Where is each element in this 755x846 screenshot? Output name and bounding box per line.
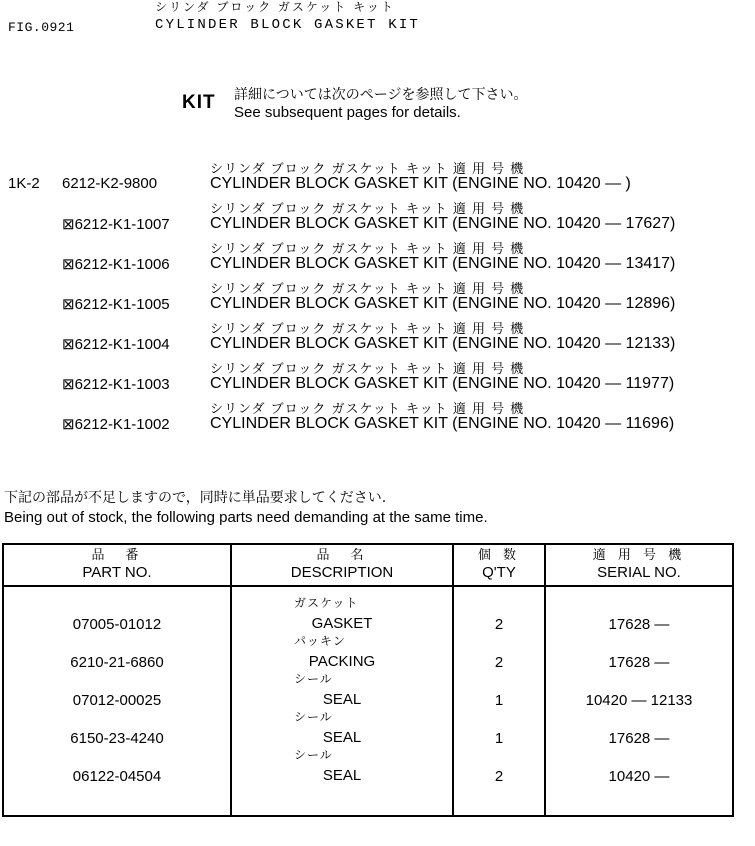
cell-description-en: SEAL (322, 729, 362, 746)
kit-name-japanese: シリンダ ブロック ガスケット キット 適 用 号 機 (210, 162, 525, 177)
cell-qty: 2 (453, 757, 545, 795)
cell-qty: 1 (453, 719, 545, 757)
kit-name-english: CYLINDER BLOCK GASKET KIT (ENGINE NO. 10420 — 11696) (210, 415, 675, 432)
tail-cell (231, 795, 453, 816)
kit-name-japanese: シリンダ ブロック ガスケット キット 適 用 号 機 (210, 242, 525, 257)
parts-table (2, 543, 734, 817)
cell-part-no: 07012-00025 (3, 681, 231, 719)
kit-part-number: ⊠6212-K1-1007 (62, 216, 170, 233)
stock-note-japanese: 下記の部品が不足しますので，同時に単品要求してください. (4, 490, 387, 506)
kit-part-number: ⊠6212-K1-1004 (62, 336, 170, 353)
kit-name-japanese: シリンダ ブロック ガスケット キット 適 用 号 機 (210, 322, 525, 337)
column-header-description-en: DESCRIPTION (290, 563, 394, 581)
cell-description-en: PACKING (308, 653, 376, 670)
cell-description-en: GASKET (311, 615, 373, 632)
spacer-cell (545, 586, 733, 605)
figure-number: FIG.0921 (8, 20, 75, 35)
kit-list-item (0, 198, 755, 238)
table-header-row (3, 544, 733, 586)
kit-name-english: CYLINDER BLOCK GASKET KIT (ENGINE NO. 10420 — 12133) (210, 335, 676, 352)
column-header-qty-en: Q'TY (482, 563, 516, 581)
tail-cell (545, 795, 733, 816)
cell-description-jp: シール (294, 748, 333, 762)
table-row (3, 605, 733, 643)
header-title-japanese: シリンダ ブロック ガスケット キット (155, 0, 395, 14)
spacer-cell (453, 586, 545, 605)
cell-part-no: 6210-21-6860 (3, 643, 231, 681)
cell-description-en: SEAL (322, 691, 362, 708)
stock-note-english: Being out of stock, the following parts need demanding at the same time. (4, 509, 488, 526)
cell-qty: 2 (453, 643, 545, 681)
column-header-qty-jp: 個 数 (477, 547, 521, 563)
kit-name-japanese: シリンダ ブロック ガスケット キット 適 用 号 機 (210, 282, 525, 297)
cell-description-en: SEAL (322, 767, 362, 784)
cell-description (231, 748, 453, 795)
column-header-serial-no (545, 544, 733, 586)
kit-list-item (0, 158, 755, 198)
kit-name-japanese: シリンダ ブロック ガスケット キット 適 用 号 機 (210, 402, 525, 417)
column-header-part-no-jp: 品 番 (91, 547, 143, 563)
table-row (3, 719, 733, 757)
kit-name-japanese: シリンダ ブロック ガスケット キット 適 用 号 機 (210, 362, 525, 377)
kit-list-item (0, 318, 755, 358)
kit-list (0, 158, 755, 438)
kit-name-english: CYLINDER BLOCK GASKET KIT (ENGINE NO. 10420 — 17627) (210, 215, 676, 232)
kit-name-english: CYLINDER BLOCK GASKET KIT (ENGINE NO. 10420 — 13417) (210, 255, 676, 272)
column-header-part-no-en: PART NO. (82, 563, 152, 581)
column-header-serial-no-en: SERIAL NO. (597, 563, 681, 581)
cell-serial-no: 10420 — (545, 757, 733, 795)
tail-cell (3, 795, 231, 816)
cell-description-jp: ガスケット (294, 596, 359, 610)
kit-label: KIT (182, 92, 216, 113)
spacer-cell (3, 586, 231, 605)
cell-part-no: 07005-01012 (3, 605, 231, 643)
kit-part-number: ⊠6212-K1-1002 (62, 416, 170, 433)
column-header-description (231, 544, 453, 586)
column-header-description-jp: 品 名 (316, 547, 368, 563)
kit-name-english: CYLINDER BLOCK GASKET KIT (ENGINE NO. 10420 — 11977) (210, 375, 675, 392)
cell-description (231, 710, 453, 757)
kit-part-number: ⊠6212-K1-1003 (62, 376, 170, 393)
table-row (3, 643, 733, 681)
cell-serial-no: 17628 — (545, 605, 733, 643)
cell-serial-no: 17628 — (545, 643, 733, 681)
kit-name-english: CYLINDER BLOCK GASKET KIT (ENGINE NO. 10420 — 12896) (210, 295, 676, 312)
table-spacer-row (3, 586, 733, 605)
kit-part-number: ⊠6212-K1-1005 (62, 296, 170, 313)
cell-part-no: 6150-23-4240 (3, 719, 231, 757)
kit-name-english: CYLINDER BLOCK GASKET KIT (ENGINE NO. 10420 — ) (210, 175, 631, 192)
kit-list-item (0, 238, 755, 278)
kit-note-japanese: 詳細については次のページを参照して下さい。 (234, 87, 528, 103)
table-tail-row (3, 795, 733, 816)
cell-description (231, 672, 453, 719)
kit-list-item (0, 398, 755, 438)
cell-qty: 1 (453, 681, 545, 719)
table-row (3, 681, 733, 719)
kit-group-code: 1K-2 (8, 175, 40, 192)
cell-description-jp: シール (294, 672, 333, 686)
column-header-part-no (3, 544, 231, 586)
column-header-serial-no-jp: 適 用 号 機 (592, 547, 686, 563)
cell-serial-no: 10420 — 12133 (545, 681, 733, 719)
cell-description-jp: シール (294, 710, 333, 724)
column-header-qty (453, 544, 545, 586)
page-header (0, 0, 755, 46)
cell-qty: 2 (453, 605, 545, 643)
table-row (3, 757, 733, 795)
cell-part-no: 06122-04504 (3, 757, 231, 795)
cell-serial-no: 17628 — (545, 719, 733, 757)
cell-description (231, 634, 453, 681)
kit-part-number: 6212-K2-9800 (62, 175, 158, 192)
kit-note-english: See subsequent pages for details. (234, 104, 461, 121)
kit-list-item (0, 358, 755, 398)
kit-list-item (0, 278, 755, 318)
header-title-english: CYLINDER BLOCK GASKET KIT (155, 17, 421, 33)
tail-cell (453, 795, 545, 816)
kit-part-number: ⊠6212-K1-1006 (62, 256, 170, 273)
kit-name-japanese: シリンダ ブロック ガスケット キット 適 用 号 機 (210, 202, 525, 217)
cell-description-jp: パッキン (294, 634, 346, 648)
